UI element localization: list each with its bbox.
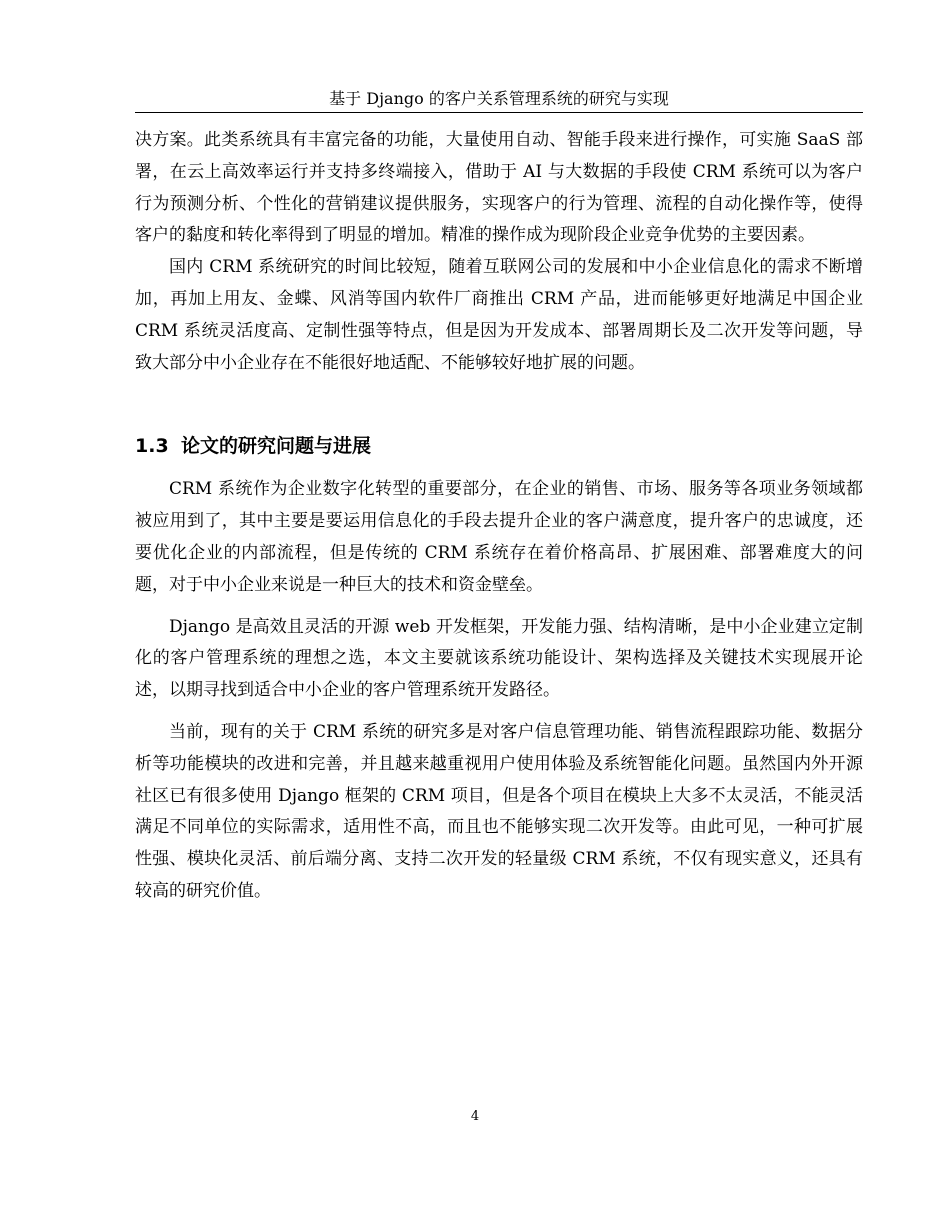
section-heading	[135, 431, 863, 461]
section-paragraph-1: CRM 系统作为企业数字化转型的重要部分，在企业的销售、市场、服务等各项业务领域都被应用到了，其中主要是要运用信息化的手段去提升企业的客户满意度，提升客户的忠诚度，还要优化企业的内部流程，但是传统的 CRM 系统存在着价格高昂、扩展困难、部署难度大的问题，对于中小企业来说是一种巨大的技术和资金壁垒。	[135, 479, 863, 595]
page-header	[135, 86, 863, 113]
header-title: 基于 Django 的客户关系管理系统的研究与实现	[329, 89, 669, 108]
body-text	[135, 125, 863, 908]
section-paragraph-3: 当前，现有的关于 CRM 系统的研究多是对客户信息管理功能、销售流程跟踪功能、数据分析等功能模块的改进和完善，并且越来越重视用户使用体验及系统智能化问题。虽然国内外开源社区已有很多使用 Django 框架的 CRM 项目，但是各个项目在模块上大多不太灵活，不能灵活满足不同单位的实际需求，适用性不高，而且也不能够实现二次开发等。由此可见，一种可扩展性强、模块化灵活、前后端分离、支持二次开发的轻量级 CRM 系统，不仅有现实意义，还具有较高的研究价值。	[135, 721, 863, 901]
section-title: 论文的研究问题与进展	[181, 435, 372, 458]
paragraph-domestic-crm: 国内 CRM 系统研究的时间比较短，随着互联网公司的发展和中小企业信息化的需求不断增加，再加上用友、金蝶、风消等国内软件厂商推出 CRM 产品，进而能够更好地满足中国企业 CRM 系统灵活度高、定制性强等特点，但是因为开发成本、部署周期长及二次开发等问题，导致大部分中小企业存在不能很好地适配、不能够较好地扩展的问题。	[135, 257, 863, 373]
section-paragraph-2: Django 是高效且灵活的开源 web 开发框架，开发能力强、结构清晰，是中小企业建立定制化的客户管理系统的理想之选，本文主要就该系统功能设计、架构选择及关键技术实现展开论述，以期寻找到适合中小企业的客户管理系统开发路径。	[135, 616, 863, 701]
page-number: 4	[470, 1109, 480, 1124]
paragraph-continued: 决方案。此类系统具有丰富完备的功能，大量使用自动、智能手段来进行操作，可实施 SaaS 部署，在云上高效率运行并支持多终端接入，借助于 AI 与大数据的手段使 CRM 系统可以为客户行为预测分析、个性化的营销建议提供服务，实现客户的行为管理、流程的自动化操作等，使得客户的黏度和转化率得到了明显的增加。精准的操作成为现阶段企业竞争优势的主要因素。	[135, 130, 863, 246]
section-number: 1.3	[135, 435, 169, 458]
